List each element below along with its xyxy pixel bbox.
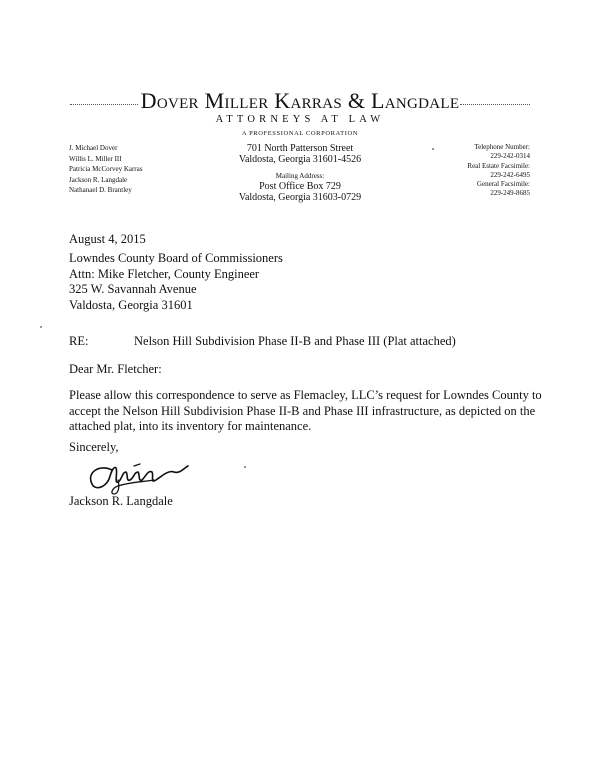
recipient-block [69,251,283,313]
recipient-line: Attn: Mike Fletcher, County Engineer [69,266,260,281]
partner-name: Willis L. Miller III [69,154,122,163]
firm-tagline: ATTORNEYS AT LAW [215,114,385,125]
signer-name: Jackson R. Langdale [69,494,173,508]
closing: Sincerely, [69,440,119,454]
phone-value: 229-242-0314 [490,152,530,161]
re-subject: Nelson Hill Subdivision Phase II-B and Phase III (Plat attached) [134,334,456,348]
paragraph-line: accept the Nelson Hill Subdivision Phase II-B and Phase III infrastructure, as depicted on the [69,403,536,418]
mailing-city: Valdosta, Georgia 31603-0729 [238,192,362,203]
paragraph-line: Please allow this correspondence to serve as Flemacley, LLC’s request for Lowndes County to [69,388,542,402]
salutation: Dear Mr. Fletcher: [69,362,162,376]
partner-name: Jackson R. Langdale [69,175,128,184]
recipient-line: 325 W. Savannah Avenue [69,282,197,297]
gen-fax-value: 229-249-8685 [490,189,530,198]
scan-speck [40,326,42,328]
re-fax-label: Real Estate Facsimile: [467,161,530,170]
letterhead-rule-right [460,104,530,105]
re-fax-value: 229-242-6495 [490,170,530,179]
street-address: 701 North Patterson Street [246,143,354,154]
partner-name: Nathanael D. Brantley [69,186,132,194]
re-label: RE: [69,334,89,348]
firm-name: Dover Miller Karras & Langdale [140,88,460,113]
partner-name: J. Michael Dover [69,144,118,152]
paragraph-line: attached plat, into its inventory for maintenance. [69,419,312,434]
letterhead-rule-left [70,104,138,105]
mailing-box: Post Office Box 729 [259,181,341,192]
scan-speck [432,148,434,150]
signature-image [82,460,192,498]
firm-corporation: A PROFESSIONAL CORPORATION [241,130,359,137]
phone-label: Telephone Number: [474,143,530,151]
recipient-line: Valdosta, Georgia 31601 [69,297,193,312]
street-city: Valdosta, Georgia 31601-4526 [238,154,362,165]
mailing-label: Mailing Address: [275,172,325,180]
letter-date: August 4, 2015 [69,232,146,246]
letter-paragraph [69,388,542,435]
partner-name: Patricia McCorvey Karras [69,165,143,173]
gen-fax-label: General Facsimile: [476,180,530,189]
scan-speck [244,466,246,468]
recipient-line: Lowndes County Board of Commissioners [69,251,283,265]
firm-phones [400,143,530,199]
